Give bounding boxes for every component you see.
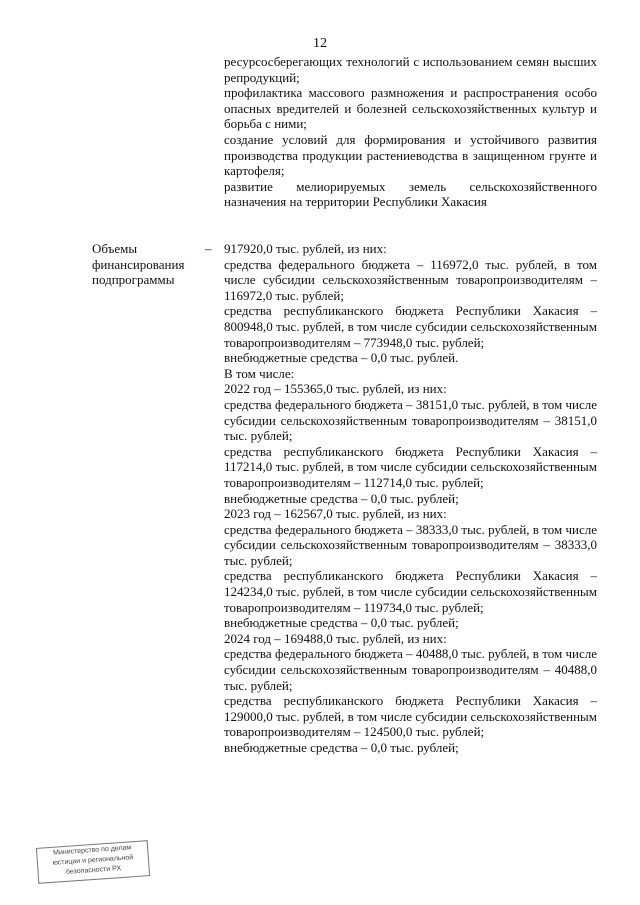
measure-item: ресурсосберегающих технологий с использованием семян высших репродукций; bbox=[224, 54, 597, 85]
registration-stamp bbox=[36, 840, 150, 884]
funding-total: 917920,0 тыс. рублей, из них: bbox=[224, 241, 387, 256]
funding-line: внебюджетные средства – 0,0 тыс. рублей. bbox=[224, 350, 459, 366]
funding-line: внебюджетные средства – 0,0 тыс. рублей; bbox=[224, 490, 459, 506]
page-number: 12 bbox=[313, 36, 327, 51]
funding-line: внебюджетные средства – 0,0 тыс. рублей; bbox=[224, 740, 459, 755]
funding-line: средства федерального бюджета – 116972,0 тыс. рублей, в том числе субсидии сельскохозяйственным товаропроизводителям – 116972,0 тыс. рублей; bbox=[224, 256, 597, 303]
funding-line: средства федерального бюджета – 38151,0 тыс. рублей, в том числе субсидии сельскохозяйственным товаропроизводителям – 38151,0 тыс. рублей; bbox=[224, 396, 597, 444]
stamp-line: безопасности РХ bbox=[65, 865, 122, 876]
label-dash: – bbox=[205, 241, 212, 256]
year-2023-total: 2023 год – 162567,0 тыс. рублей, из них: bbox=[224, 506, 447, 522]
funding-line: средства республиканского бюджета Республики Хакасия – 129000,0 тыс. рублей, в том числе субсидии сельскохозяйственным товаропроизводителям – 124500,0 тыс. рублей; bbox=[224, 693, 597, 740]
funding-line: средства республиканского бюджета Республики Хакасия – 124234,0 тыс. рублей, в том числе субсидии сельскохозяйственным товаропроизводителям – 119734,0 тыс. рублей; bbox=[224, 568, 597, 615]
funding-details bbox=[224, 241, 597, 756]
measures-list bbox=[224, 54, 597, 210]
year-2024-total: 2024 год – 169488,0 тыс. рублей, из них: bbox=[224, 630, 447, 646]
measure-item: развитие мелиорируемых земель сельскохозяйственного назначения на территории Республики Хакасия bbox=[224, 178, 597, 210]
funding-line: средства республиканского бюджета Республики Хакасия – 800948,0 тыс. рублей, в том числе субсидии сельскохозяйственным товаропроизводителям – 773948,0 тыс. рублей; bbox=[224, 303, 597, 350]
funding-line: внебюджетные средства – 0,0 тыс. рублей; bbox=[224, 615, 459, 631]
stamp-line: Министерство по делам bbox=[52, 844, 132, 857]
stamp-line: юстиции и региональной bbox=[52, 854, 134, 867]
funding-line: В том числе: bbox=[224, 365, 295, 381]
year-2022-total: 2022 год – 155365,0 тыс. рублей, из них: bbox=[224, 381, 447, 397]
funding-label: Объемы финансирования подпрограммы bbox=[92, 241, 185, 288]
funding-line: средства федерального бюджета – 40488,0 тыс. рублей, в том числе субсидии сельскохозяйственным товаропроизводителям – 40488,0 тыс. рублей; bbox=[224, 646, 597, 693]
measure-item: создание условий для формирования и устойчивого развития производства продукции растениеводства в защищенном грунте и картофеля; bbox=[224, 131, 597, 179]
funding-line: средства федерального бюджета – 38333,0 тыс. рублей, в том числе субсидии сельскохозяйственным товаропроизводителям – 38333,0 тыс. рублей; bbox=[224, 521, 597, 568]
funding-line: средства республиканского бюджета Республики Хакасия – 117214,0 тыс. рублей, в том числе субсидии сельскохозяйственным товаропроизводителям – 112714,0 тыс. рублей; bbox=[224, 443, 597, 490]
measure-item: профилактика массового размножения и распространения особо опасных вредителей и болезней сельскохозяйственных культур и борьба с ними; bbox=[224, 85, 597, 132]
